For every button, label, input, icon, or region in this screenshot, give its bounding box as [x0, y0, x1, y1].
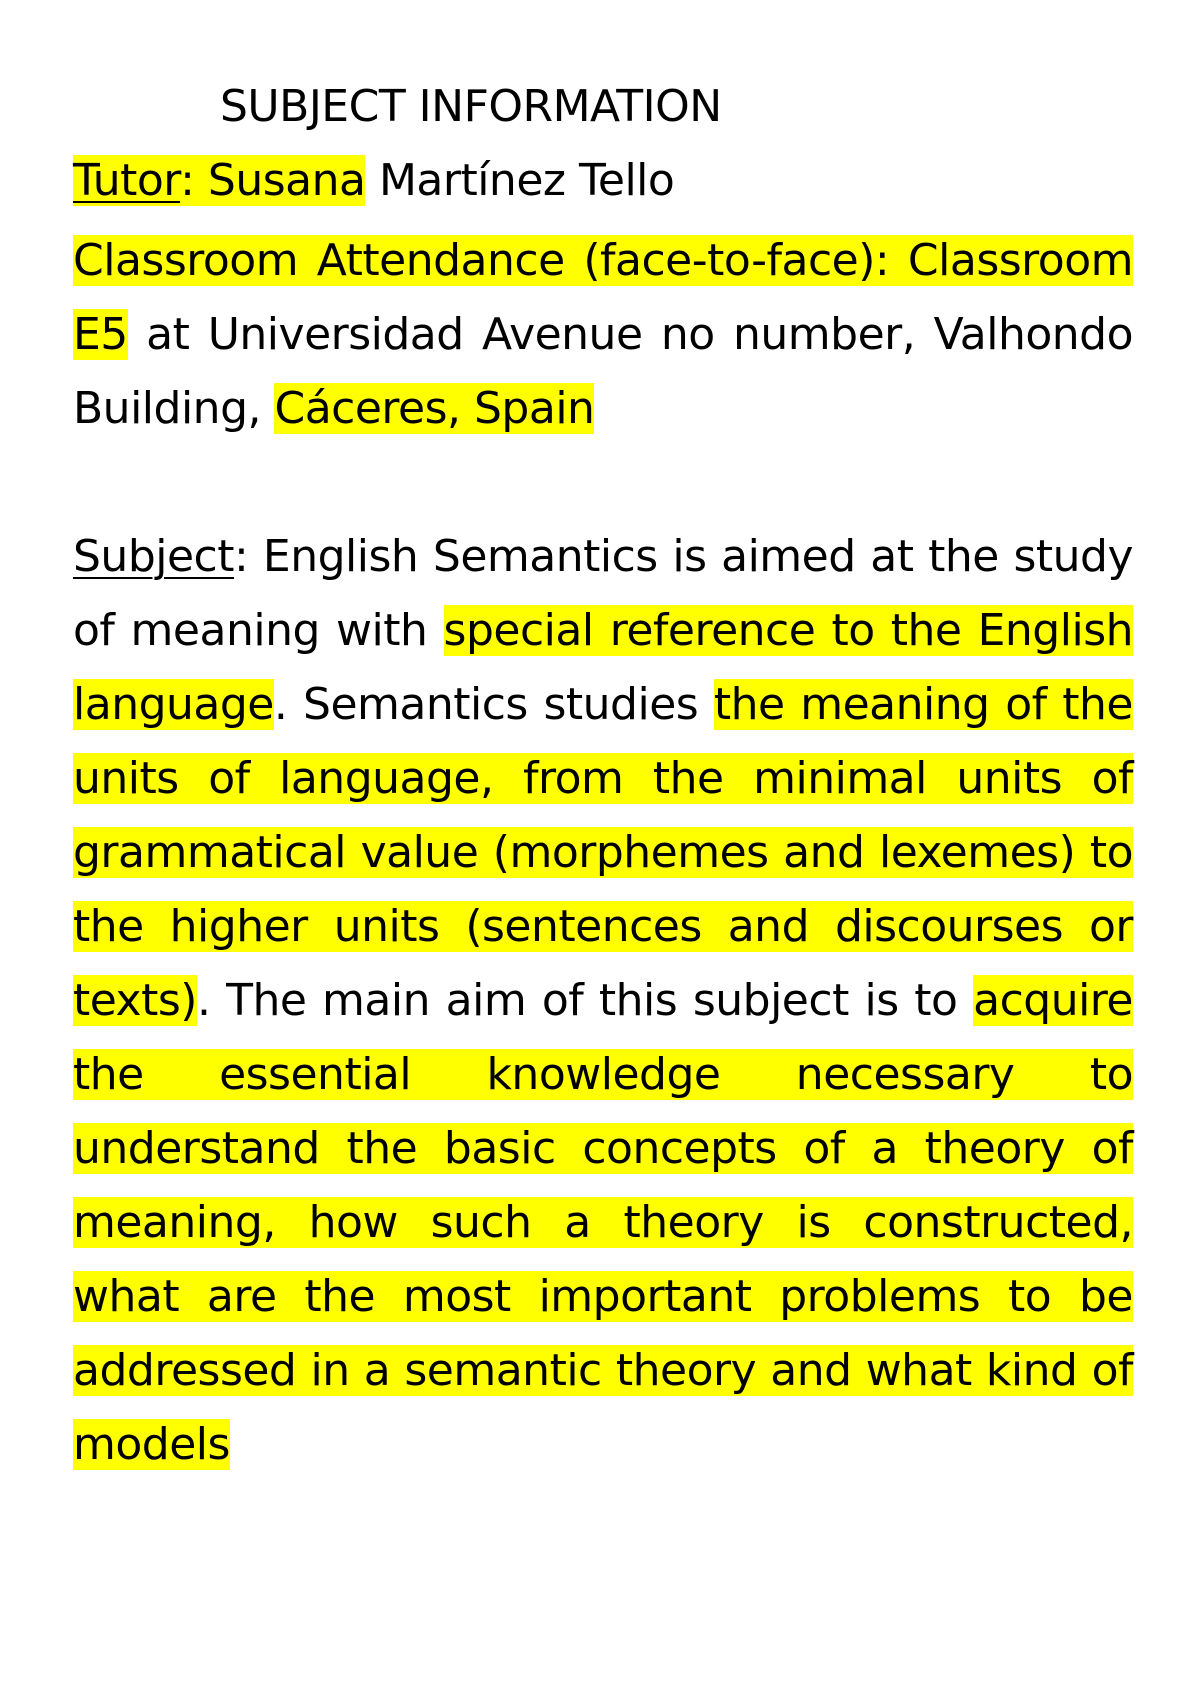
attendance-classroom: Classroom Attendance (face-to-face): Classroom E5 — [73, 235, 1133, 360]
tutor-first-name: Susana — [194, 155, 366, 206]
attendance-city: Cáceres, Spain — [274, 383, 595, 434]
subject-highlight-2: the meaning of the units of language, from the minimal units of grammatical value (morphemes and lexemes) to the higher units (sentences and discourses or texts) — [73, 679, 1133, 1026]
subject-highlight-1: special reference to the English language — [73, 605, 1134, 730]
tutor-surname: Martínez Tello — [365, 155, 675, 206]
attendance-paragraph — [73, 224, 1133, 446]
subject-highlight-3: acquire the essential knowledge necessary to understand the basic concepts of a theory of meaning, how such a theory is constructed, what are the most important problems to be addressed in a semantic theory and what kind of models — [73, 975, 1133, 1470]
tutor-label: Tutor — [73, 155, 181, 206]
subject-colon: : — [233, 531, 249, 582]
tutor-colon: : — [180, 155, 195, 206]
subject-paragraph — [73, 520, 1133, 1482]
subject-label: Subject — [73, 531, 234, 582]
page-title: SUBJECT INFORMATION — [220, 81, 722, 132]
attendance-address: at Universidad Avenue no number, Valhondo Building, — [73, 309, 1133, 434]
document-page — [73, 70, 1133, 1482]
tutor-highlight — [73, 155, 365, 206]
subject-text-1: English Semantics is aimed at the study of meaning with — [73, 531, 1133, 656]
subject-text-3: . The main aim of this subject is to — [196, 975, 974, 1026]
subject-text-2: . Semantics studies — [273, 679, 714, 730]
tutor-line — [73, 144, 1133, 218]
